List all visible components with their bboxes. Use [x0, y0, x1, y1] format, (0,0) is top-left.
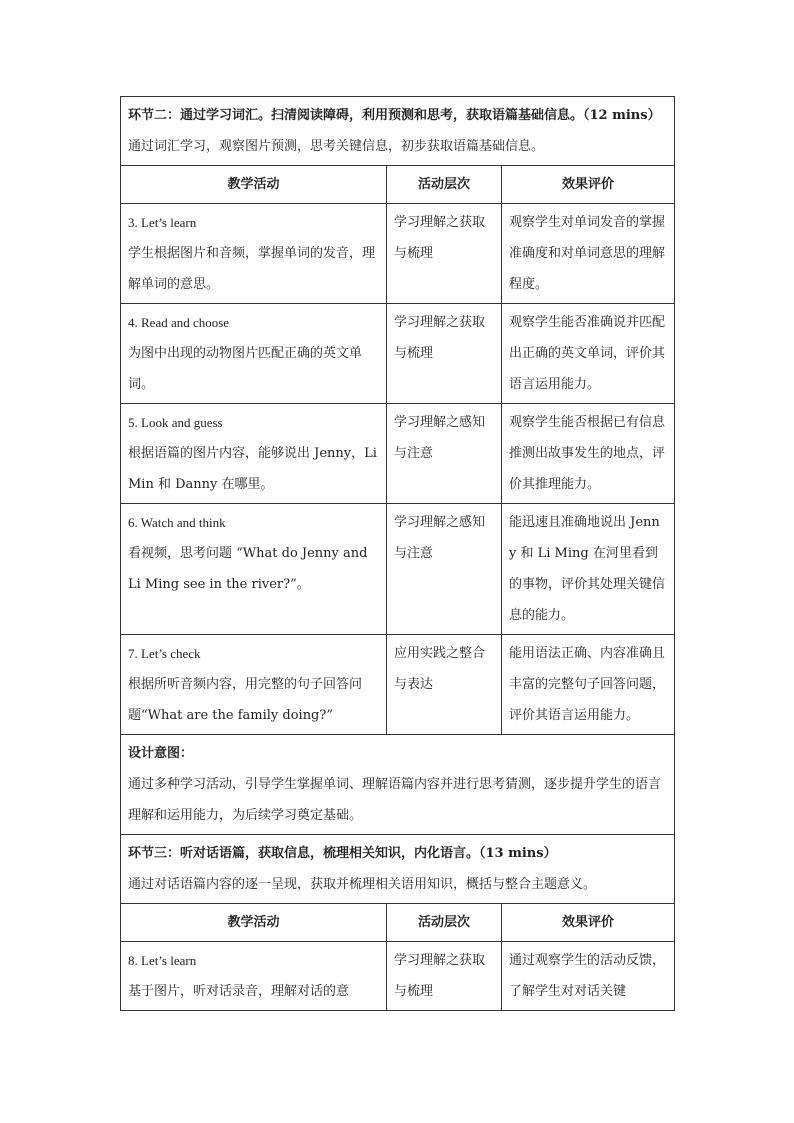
section3-title: 环节三：听对话语篇，获取信息，梳理相关知识，内化语言。（13 mins）	[128, 846, 557, 861]
evaluation-cell: 观察学生能否根据已有信息推测出故事发生的地点，评价其推理能力。	[502, 404, 675, 504]
level-cell: 学习理解之获取与梳理	[387, 304, 502, 404]
header-evaluation: 效果评价	[502, 904, 675, 942]
design-intent-row	[121, 735, 675, 835]
activity-cell	[121, 404, 387, 504]
activity-title: 5. Look and guess	[128, 415, 223, 430]
header-level: 活动层次	[387, 166, 502, 204]
activity-title: 6. Watch and think	[128, 515, 226, 530]
header-evaluation: 效果评价	[502, 166, 675, 204]
activity-description: 根据所听音频内容，用完整的句子回答问题“What are the family doing?”	[128, 677, 363, 723]
activity-title: 3. Let’s learn	[128, 215, 197, 230]
section2-header-row	[121, 166, 675, 204]
section3-title-cell	[121, 835, 675, 904]
activity-description: 基于图片，听对话录音，理解对话的意	[128, 984, 350, 999]
activity-cell	[121, 304, 387, 404]
section3-title-row	[121, 835, 675, 904]
table-row	[121, 942, 675, 1011]
level-cell: 学习理解之获取与梳理	[387, 204, 502, 304]
header-level: 活动层次	[387, 904, 502, 942]
table-row	[121, 404, 675, 504]
table-row	[121, 304, 675, 404]
evaluation-cell: 观察学生对单词发音的掌握准确度和对单词意思的理解程度。	[502, 204, 675, 304]
activity-cell	[121, 204, 387, 304]
section2-title: 环节二：通过学习词汇。扫清阅读障碍，利用预测和思考，获取语篇基础信息。（12 mins）	[128, 108, 661, 123]
level-cell: 学习理解之感知与注意	[387, 404, 502, 504]
activity-description: 为图中出现的动物图片匹配正确的英文单词。	[128, 346, 363, 392]
activity-cell	[121, 942, 387, 1011]
lesson-plan-table	[120, 96, 675, 1011]
header-activity: 教学活动	[121, 166, 387, 204]
evaluation-cell: 能用语法正确、内容准确且丰富的完整句子回答问题，评价其语言运用能力。	[502, 635, 675, 735]
design-intent-label: 设计意图：	[128, 746, 194, 761]
level-cell: 应用实践之整合与表达	[387, 635, 502, 735]
section3-description: 通过对话语篇内容的逐一呈现，获取并梳理相关语用知识，概括与整合主题意义。	[128, 877, 597, 892]
evaluation-cell: 通过观察学生的活动反馈，了解学生对对话关键	[502, 942, 675, 1011]
activity-description: 学生根据图片和音频，掌握单词的发音，理解单词的意思。	[128, 246, 376, 292]
lesson-plan-page	[120, 96, 674, 1011]
table-row	[121, 504, 675, 635]
activity-title: 4. Read and choose	[128, 315, 230, 330]
evaluation-cell: 能迅速且准确地说出 Jenny 和 Li Ming 在河里看到的事物，评价其处理关键信息的能力。	[502, 504, 675, 635]
section2-title-row	[121, 97, 675, 166]
activity-cell	[121, 504, 387, 635]
activity-title: 8. Let’s learn	[128, 953, 197, 968]
design-intent-text: 通过多种学习活动，引导学生掌握单词、理解语篇内容并进行思考猜测，逐步提升学生的语言理解和运用能力，为后续学习奠定基础。	[128, 777, 662, 823]
level-cell: 学习理解之感知与注意	[387, 504, 502, 635]
level-cell: 学习理解之获取与梳理	[387, 942, 502, 1011]
section2-description: 通过词汇学习，观察图片预测，思考关键信息，初步获取语篇基础信息。	[128, 139, 545, 154]
activity-title: 7. Let’s check	[128, 646, 201, 661]
design-intent-cell	[121, 735, 675, 835]
table-row	[121, 204, 675, 304]
activity-description: 看视频，思考问题 “What do Jenny and Li Ming see in the river?”。	[128, 546, 368, 592]
table-row	[121, 635, 675, 735]
activity-description: 根据语篇的图片内容，能够说出 Jenny，Li Min 和 Danny 在哪里。	[128, 446, 377, 492]
section3-header-row	[121, 904, 675, 942]
activity-cell	[121, 635, 387, 735]
section2-title-cell	[121, 97, 675, 166]
evaluation-cell: 观察学生能否准确说并匹配出正确的英文单词，评价其语言运用能力。	[502, 304, 675, 404]
header-activity: 教学活动	[121, 904, 387, 942]
